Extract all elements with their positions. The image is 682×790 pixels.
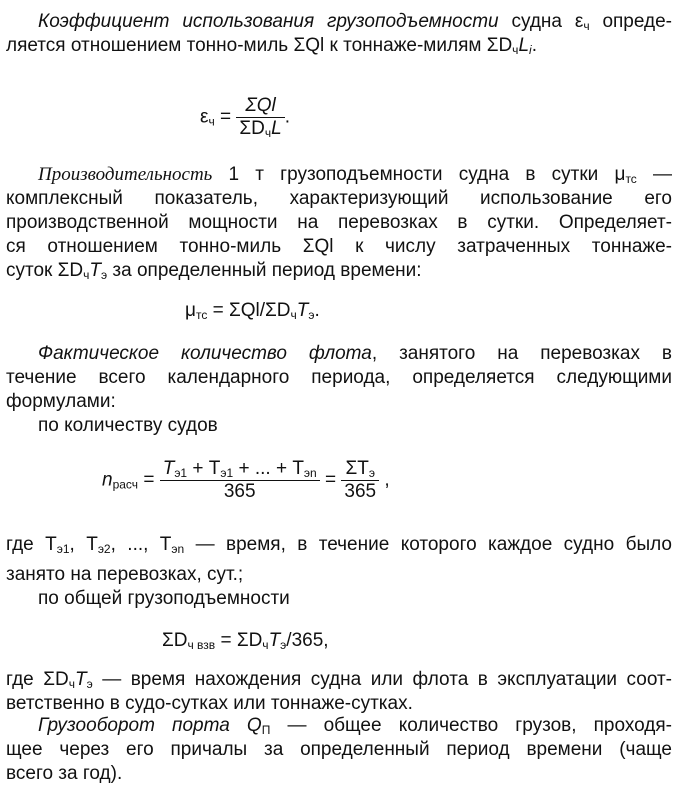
paragraph-load-factor <box>0 10 682 58</box>
text-line: где $T_{э1}$, $T_{э2}$, ..., $T_{эn}$ — время, в течение которого каждое судно было <box>6 534 672 556</box>
text-line: где $\Sigma D_чT_э$ — время нахождения судна или флота в эксплуатации соот- <box>6 669 673 691</box>
text-line: Грузооборот порта $Q_П$ — общее количество грузов, проходя- <box>38 715 672 737</box>
text-line: ляется отношением тонно-миль ΣQl к тоннаже-милям $\Sigma D_чL_i$. <box>6 35 537 57</box>
text-line: по общей грузоподъемности <box>38 588 290 609</box>
fraction: $\frac{\Sigma T_э}{365}$ <box>341 458 379 503</box>
text-line: суток $\Sigma D_чT_э$ за определенный период времени: <box>6 260 422 282</box>
text-line: ся отношением тонно-миль ΣQl к числу затраченных тоннаже- <box>6 236 672 257</box>
text-line: щее через его причалы за определенный период времени (чаще <box>6 739 672 760</box>
paragraph-where-operation <box>0 668 682 716</box>
text-line: формулами: <box>6 391 116 412</box>
formula-fleet-by-capacity: $\Sigma D_{ч взв} = \Sigma D_чT_э/365$, <box>162 630 329 652</box>
formula-load-factor: $\varepsilon_ч$ = $\frac{\text{ΣQl}}{\Sigma D_чL}$ . <box>200 95 290 140</box>
paragraph-port-turnover <box>0 714 682 786</box>
text-line: занято на перевозках, сут.; <box>6 564 244 585</box>
text-line: Фактическое количество флота, занятого на перевозках в <box>38 343 672 364</box>
formula-fleet-by-ships: $n_{расч}$ = $\frac{T_{э1} + T_{э1} + ... + T_{эn}}{365}$ = $\frac{\Sigma T_э}{365}$ , <box>102 458 390 502</box>
text-line: Коэффициент использования грузоподъемности судна $\varepsilon_ч$ опреде- <box>38 11 672 33</box>
paragraph-productivity <box>0 163 682 283</box>
fraction: $\frac{\text{ΣQl}}{\Sigma D_чL}$ <box>236 95 284 140</box>
text-line: всего за год). <box>6 763 123 784</box>
paragraph-where-times <box>0 533 682 611</box>
text-line: Производительность 1 т грузоподъемности судна в сутки $\mu_{тс}$ — <box>38 164 672 186</box>
text-line: ветственно в судо-сутках или тоннаже-сутках. <box>6 693 413 714</box>
paragraph-fleet-count <box>0 342 682 438</box>
formula-productivity: $\mu_{тс} = \Sigma Ql/\Sigma D_чT_э$. <box>185 300 320 322</box>
text-line: производственной мощности на перевозках в сутки. Определяет- <box>6 212 672 233</box>
text-line: комплексный показатель, характеризующий использование его <box>6 188 672 209</box>
fraction: $\frac{T_{э1} + T_{э1} + ... + T_{эn}}{365}$ <box>160 458 320 503</box>
text-line: течение всего календарного периода, определяется следующими <box>6 367 672 388</box>
text-line: по количеству судов <box>38 415 218 436</box>
